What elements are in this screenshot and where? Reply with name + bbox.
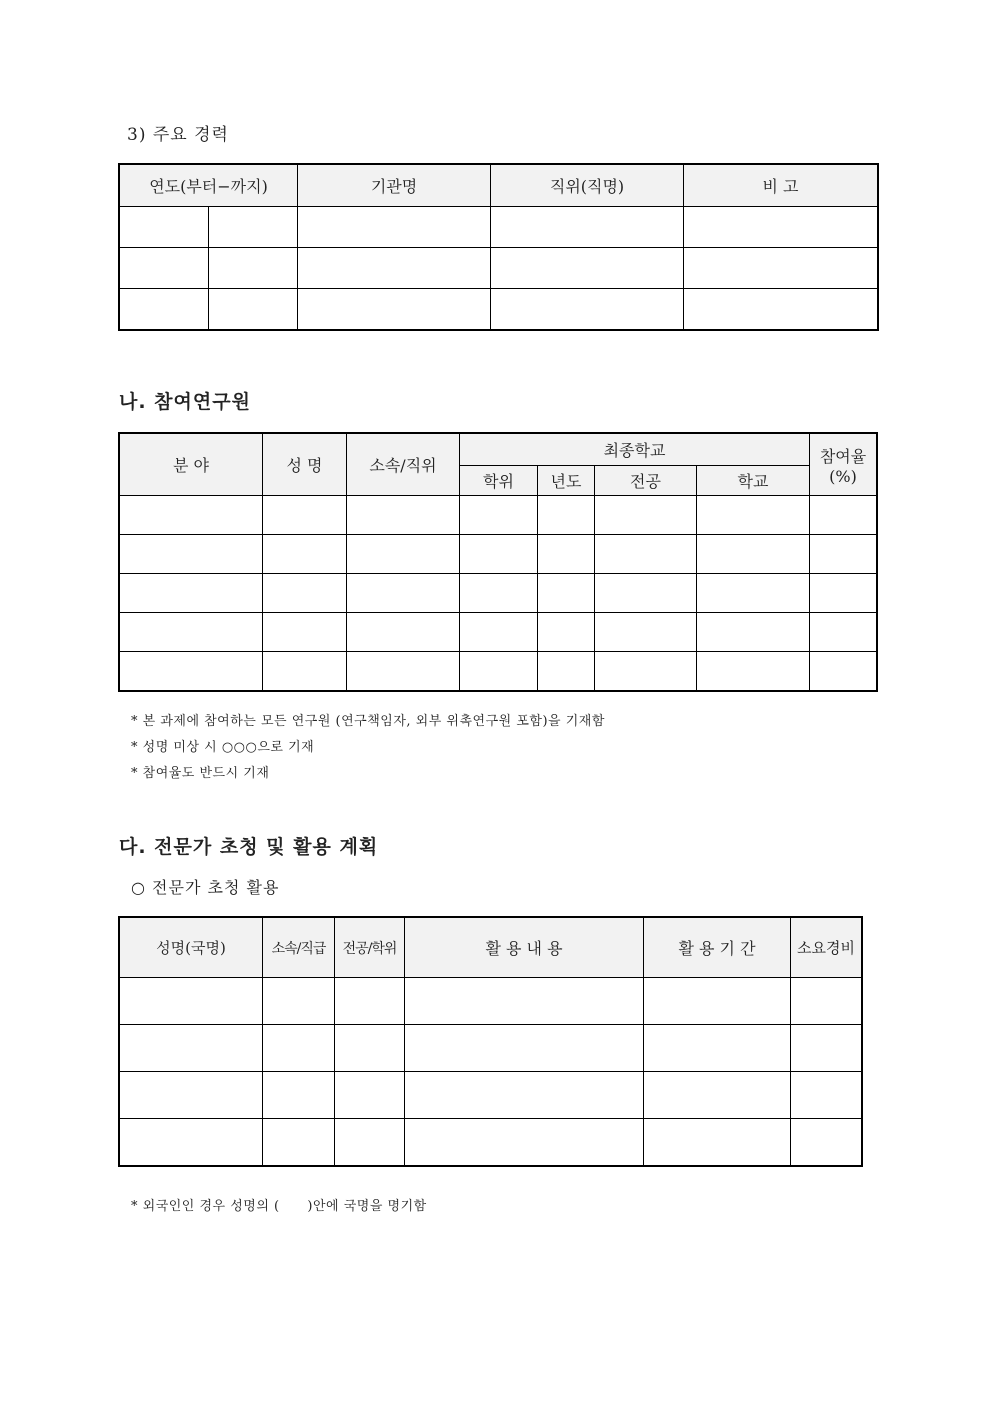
table-cell[interactable]	[538, 652, 595, 691]
table-row	[120, 535, 877, 574]
table-cell[interactable]	[120, 1025, 263, 1072]
table-cell[interactable]	[684, 289, 878, 330]
career-header-remarks: 비 고	[684, 165, 878, 207]
table-cell[interactable]	[697, 496, 810, 535]
table-cell[interactable]	[347, 535, 460, 574]
participants-header-affiliation: 소속/직위	[347, 434, 460, 496]
table-row	[120, 1119, 862, 1166]
table-cell[interactable]	[810, 535, 877, 574]
table-cell[interactable]	[595, 496, 697, 535]
participants-section-title: 나. 참여연구원	[119, 391, 251, 413]
table-cell[interactable]	[263, 535, 347, 574]
table-cell[interactable]	[460, 535, 538, 574]
experts-header-major: 전공/학위	[335, 918, 405, 978]
table-row	[120, 978, 862, 1025]
participants-header-degree: 학위	[460, 466, 538, 496]
table-row	[120, 613, 877, 652]
experts-header-content: 활 용 내 용	[405, 918, 644, 978]
table-row	[120, 1025, 862, 1072]
table-cell[interactable]	[644, 1119, 791, 1166]
participants-table	[119, 433, 877, 691]
career-table	[119, 164, 878, 330]
table-cell[interactable]	[538, 574, 595, 613]
table-cell[interactable]	[405, 1025, 644, 1072]
table-cell[interactable]	[335, 1072, 405, 1119]
table-row	[120, 496, 877, 535]
table-cell[interactable]	[405, 1119, 644, 1166]
table-cell[interactable]	[120, 978, 263, 1025]
table-cell[interactable]	[810, 652, 877, 691]
table-cell[interactable]	[120, 289, 209, 330]
experts-note: * 외국인인 경우 성명의 ( )안에 국명을 명기함	[131, 1199, 427, 1214]
table-cell[interactable]	[405, 1072, 644, 1119]
table-cell[interactable]	[263, 574, 347, 613]
table-cell[interactable]	[120, 496, 263, 535]
table-cell[interactable]	[595, 535, 697, 574]
table-cell[interactable]	[460, 652, 538, 691]
career-section-title: 3) 주요 경력	[127, 125, 229, 145]
table-cell[interactable]	[120, 248, 209, 289]
experts-header-period: 활 용 기 간	[644, 918, 791, 978]
table-cell[interactable]	[209, 248, 298, 289]
participants-header-school: 학교	[697, 466, 810, 496]
table-cell[interactable]	[697, 652, 810, 691]
table-row	[120, 289, 878, 330]
table-cell[interactable]	[120, 1119, 263, 1166]
table-cell[interactable]	[791, 1025, 862, 1072]
table-cell[interactable]	[810, 574, 877, 613]
table-cell[interactable]	[491, 248, 684, 289]
table-cell[interactable]	[644, 1072, 791, 1119]
table-cell[interactable]	[810, 496, 877, 535]
table-cell[interactable]	[335, 1025, 405, 1072]
experts-header-cost: 소요경비	[791, 918, 862, 978]
table-cell[interactable]	[263, 1025, 335, 1072]
table-row	[120, 1072, 862, 1119]
table-cell[interactable]	[263, 1072, 335, 1119]
table-cell[interactable]	[684, 207, 878, 248]
table-cell[interactable]	[298, 248, 491, 289]
participants-note-3: * 참여율도 반드시 기재	[131, 766, 270, 781]
participants-header-rate	[810, 434, 877, 496]
table-cell[interactable]	[697, 535, 810, 574]
table-cell[interactable]	[298, 207, 491, 248]
participants-header-name: 성 명	[263, 434, 347, 496]
table-cell[interactable]	[263, 613, 347, 652]
participants-header-year: 년도	[538, 466, 595, 496]
table-cell[interactable]	[460, 574, 538, 613]
table-cell[interactable]	[347, 496, 460, 535]
table-cell[interactable]	[263, 496, 347, 535]
table-cell[interactable]	[697, 574, 810, 613]
experts-table	[119, 917, 862, 1166]
table-cell[interactable]	[405, 978, 644, 1025]
table-cell[interactable]	[298, 289, 491, 330]
table-cell[interactable]	[644, 1025, 791, 1072]
table-cell[interactable]	[491, 207, 684, 248]
career-header-institution: 기관명	[298, 165, 491, 207]
career-header-position: 직위(직명)	[491, 165, 684, 207]
table-cell[interactable]	[209, 207, 298, 248]
table-row	[120, 574, 877, 613]
table-cell[interactable]	[120, 574, 263, 613]
table-cell[interactable]	[263, 652, 347, 691]
table-cell[interactable]	[538, 496, 595, 535]
participants-header-major: 전공	[595, 466, 697, 496]
participants-header-rate-label: 참여율	[819, 446, 867, 466]
table-row	[120, 248, 878, 289]
table-cell[interactable]	[791, 1072, 862, 1119]
table-cell[interactable]	[791, 1119, 862, 1166]
table-cell[interactable]	[335, 1119, 405, 1166]
experts-header-affiliation: 소속/직급	[263, 918, 335, 978]
table-cell[interactable]	[460, 613, 538, 652]
participants-note-1: * 본 과제에 참여하는 모든 연구원 (연구책임자, 외부 위촉연구원 포함)을 기재함	[131, 714, 605, 729]
table-cell[interactable]	[538, 535, 595, 574]
table-cell[interactable]	[120, 535, 263, 574]
table-cell[interactable]	[120, 613, 263, 652]
career-header-period: 연도(부터−까지)	[120, 165, 298, 207]
table-cell[interactable]	[120, 652, 263, 691]
table-cell[interactable]	[120, 207, 209, 248]
participants-header-rate-unit: (%)	[829, 466, 857, 486]
table-cell[interactable]	[538, 613, 595, 652]
table-cell[interactable]	[595, 652, 697, 691]
participants-header-final-school: 최종학교	[460, 434, 810, 466]
table-cell[interactable]	[460, 496, 538, 535]
table-cell[interactable]	[263, 1119, 335, 1166]
table-row	[120, 207, 878, 248]
participants-header-field: 분 야	[120, 434, 263, 496]
table-cell[interactable]	[347, 574, 460, 613]
experts-header-name: 성명(국명)	[120, 918, 263, 978]
table-cell[interactable]	[347, 613, 460, 652]
table-cell[interactable]	[595, 613, 697, 652]
table-cell[interactable]	[120, 1072, 263, 1119]
table-cell[interactable]	[684, 248, 878, 289]
table-cell[interactable]	[335, 978, 405, 1025]
table-cell[interactable]	[347, 652, 460, 691]
table-cell[interactable]	[491, 289, 684, 330]
table-cell[interactable]	[644, 978, 791, 1025]
table-cell[interactable]	[209, 289, 298, 330]
table-cell[interactable]	[791, 978, 862, 1025]
experts-section-title: 다. 전문가 초청 및 활용 계획	[119, 836, 379, 858]
participants-note-2: * 성명 미상 시 ○○○으로 기재	[131, 740, 315, 755]
table-row	[120, 652, 877, 691]
table-cell[interactable]	[595, 574, 697, 613]
experts-subtitle: ○ 전문가 초청 활용	[131, 878, 280, 897]
table-cell[interactable]	[263, 978, 335, 1025]
table-cell[interactable]	[697, 613, 810, 652]
table-cell[interactable]	[810, 613, 877, 652]
